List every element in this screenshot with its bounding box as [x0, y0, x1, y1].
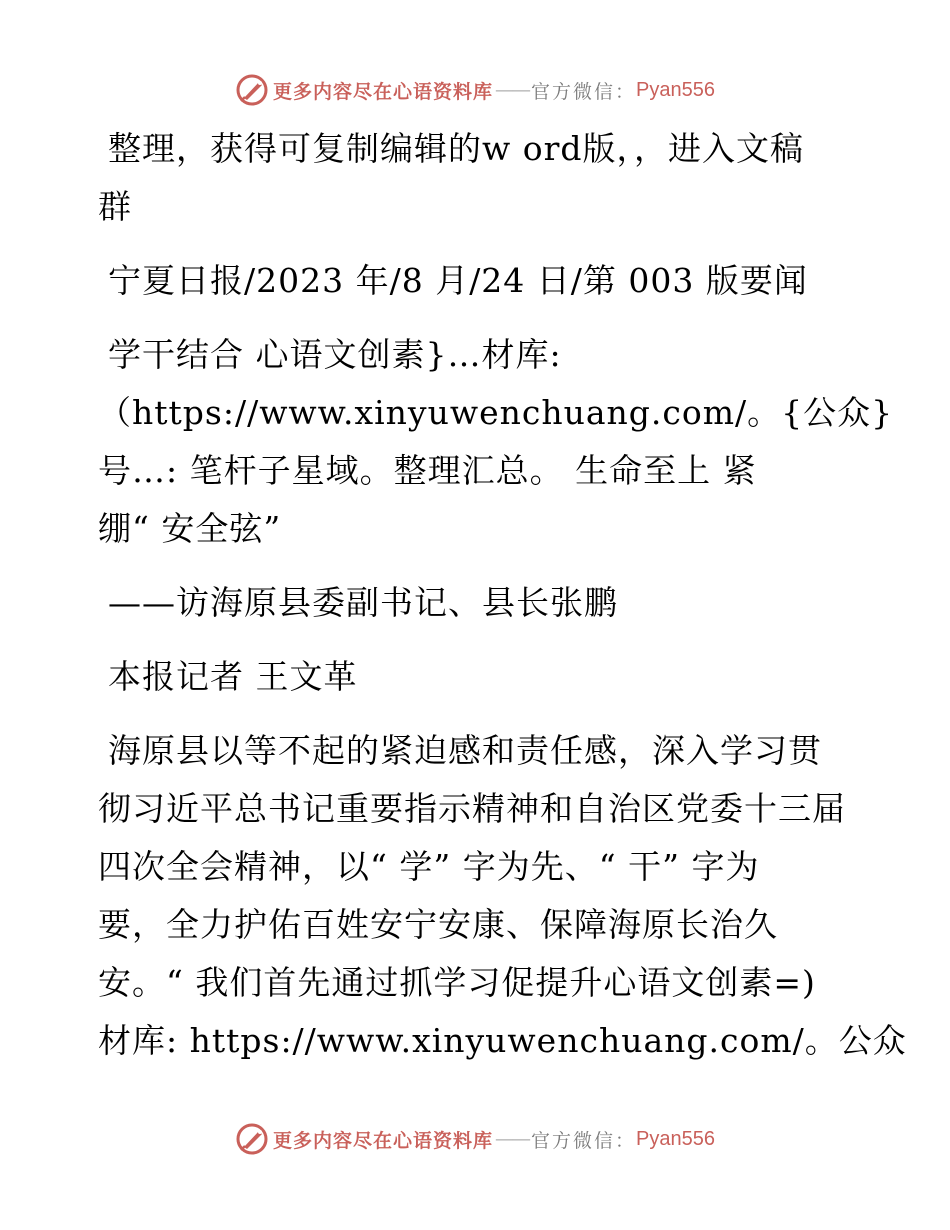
text-line: 安。“ 我们首先通过抓学习促提升心语文创素=): [98, 963, 816, 1002]
text-line: 材库: https://www.xinyuwenchuang.com/。公众: [98, 1021, 907, 1060]
text-line: 海原县以等不起的紧迫感和责任感，深入学习贯: [108, 731, 822, 770]
paragraph-gap: [98, 236, 868, 252]
banner-wechat-id: Pyan556: [636, 78, 715, 101]
text-line: 学干结合 心语文创素}…材库:: [108, 335, 562, 374]
banner-text: 更多内容尽在心语资料库: [273, 80, 494, 103]
banner-text: 更多内容尽在心语资料库: [273, 1129, 494, 1152]
paragraph-gap: [98, 632, 868, 648]
banner-dash: ——: [495, 79, 530, 101]
text-line: 群: [98, 187, 132, 226]
text-line: 彻习近平总书记重要指示精神和自治区党委十三届: [98, 789, 846, 828]
footer-banner: [0, 1119, 950, 1159]
article-body: [98, 120, 907, 1070]
banner-wechat-label: 官方微信：: [531, 80, 637, 103]
paragraph: [98, 120, 868, 236]
paragraph-gap: [98, 310, 868, 326]
text-line: ——访海原县委副书记、县长张鹏: [108, 583, 618, 622]
text-line: 号…: 笔杆子星域。整理汇总。 生命至上 紧: [98, 451, 757, 490]
banner-wechat-id: Pyan556: [636, 1127, 715, 1150]
paragraph: [98, 574, 868, 632]
banner-dash: ——: [495, 1128, 530, 1150]
banner-wechat-label: 官方微信：: [531, 1129, 637, 1152]
text-line: 整理，获得可复制编辑的w ord版，，进入文稿: [108, 129, 805, 168]
paragraph: [98, 252, 868, 310]
paragraph-gap: [98, 558, 868, 574]
text-line: 本报记者 王文革: [108, 657, 358, 696]
paragraph: [98, 648, 868, 706]
paragraph: [98, 326, 894, 558]
quill-logo-icon: [235, 1122, 269, 1156]
text-line: 要，全力护佑百姓安宁安康、保障海原长治久: [98, 905, 778, 944]
text-line: 四次全会精神，以“ 学” 字为先、“ 干” 字为: [98, 847, 760, 886]
paragraph-gap: [98, 706, 868, 722]
text-line: 宁夏日报/2023 年/8 月/24 日/第 003 版要闻: [108, 261, 808, 300]
paragraph: [98, 722, 907, 1070]
quill-logo-icon: [235, 73, 269, 107]
text-line: 绷“ 安全弦”: [98, 509, 282, 548]
header-banner: [0, 70, 950, 110]
text-line: （https://www.xinyuwenchuang.com/。{公众}: [98, 393, 894, 432]
